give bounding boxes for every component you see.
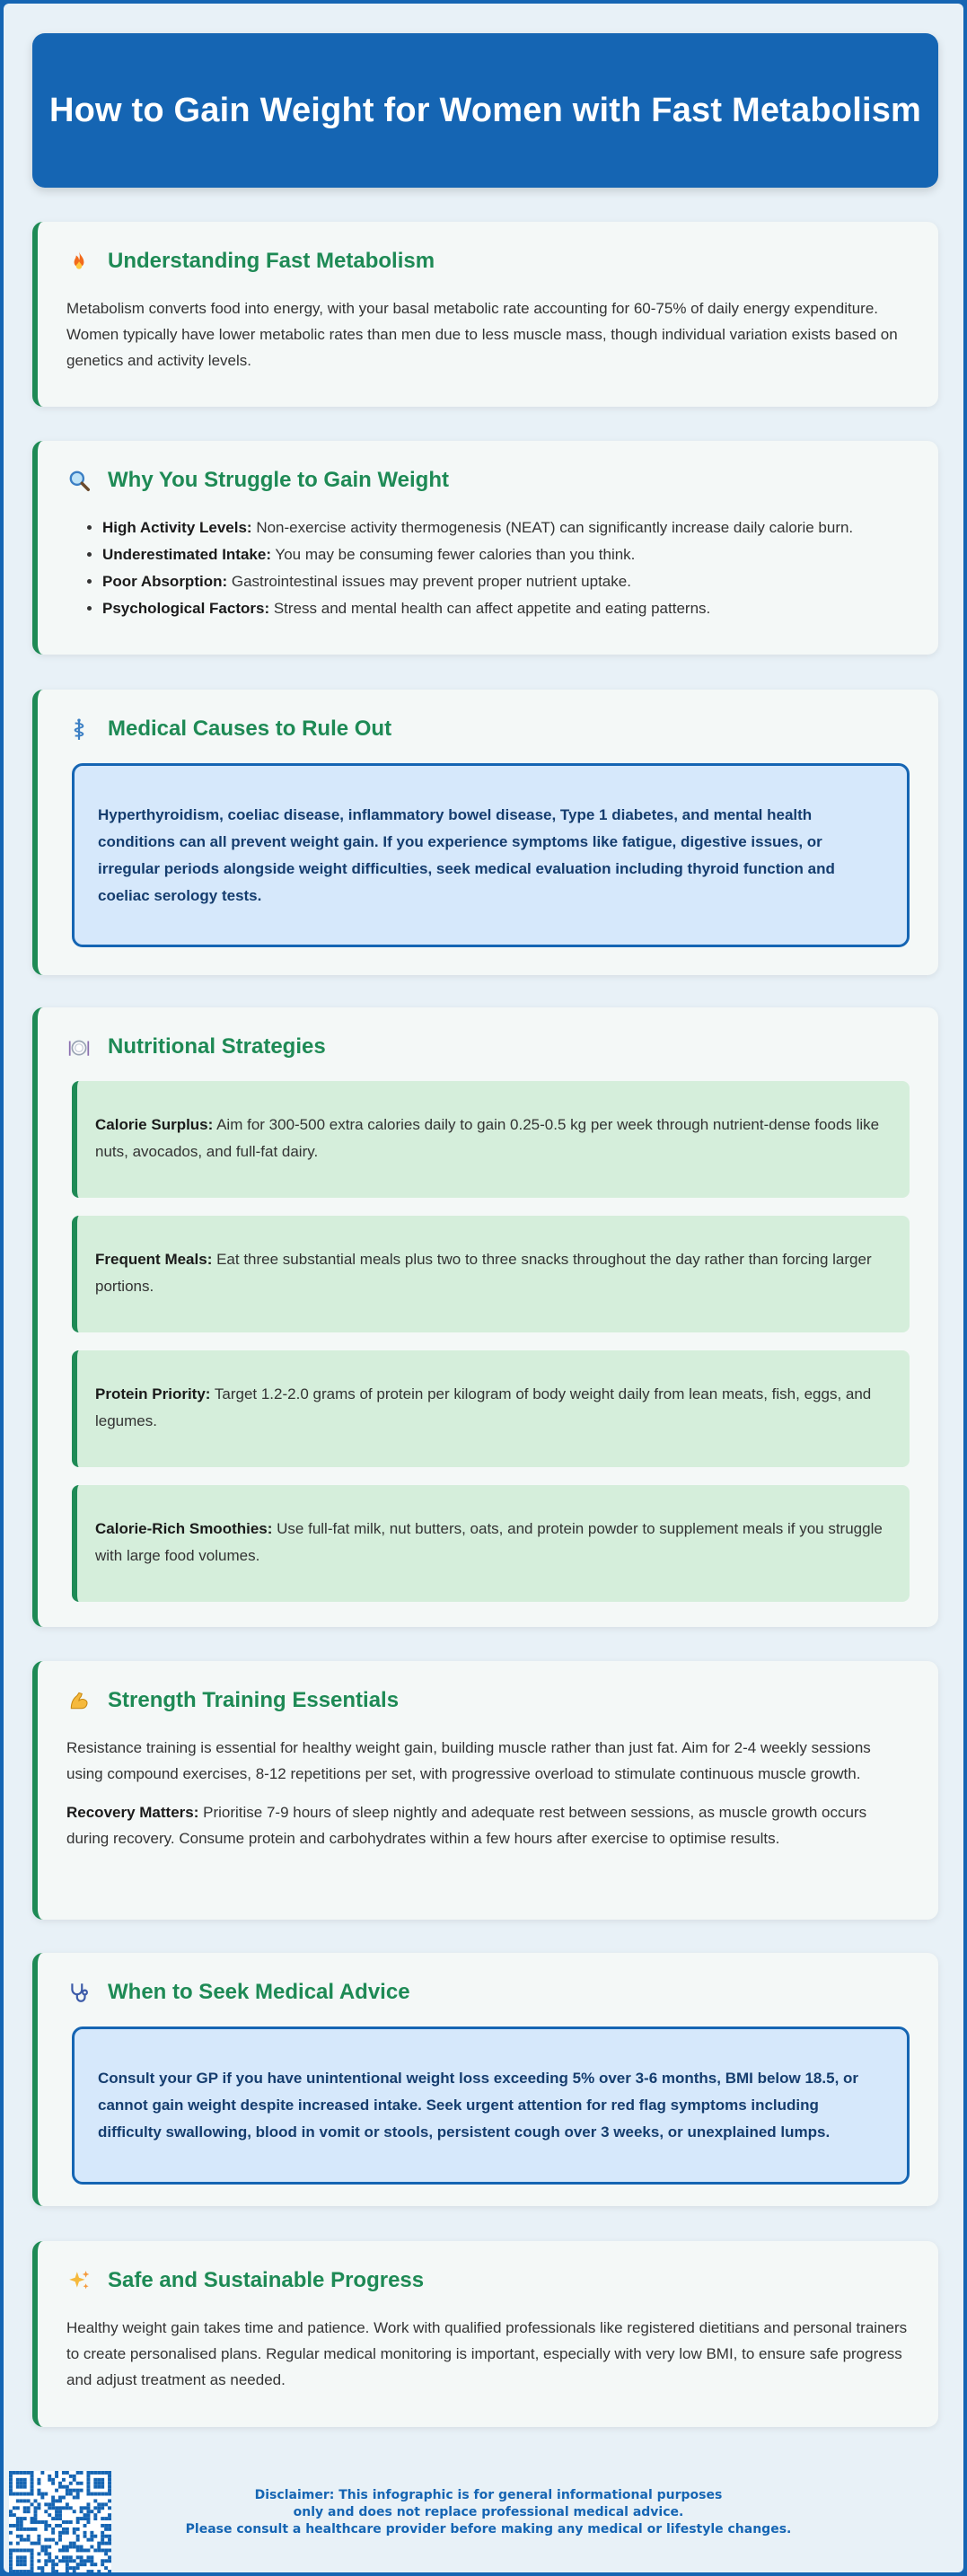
- plate-cutlery-icon: [66, 1034, 92, 1059]
- section-header: [66, 2264, 910, 2297]
- disclaimer: [138, 2487, 839, 2538]
- page-title: How to Gain Weight for Women with Fast Metabolism: [48, 91, 922, 129]
- disclaimer-line: Disclaimer: This infographic is for general informational purposes: [254, 2488, 723, 2502]
- qr-code[interactable]: [9, 2471, 111, 2572]
- section-progress: [32, 2241, 938, 2427]
- section-header: [66, 245, 910, 277]
- alert-text: Consult your GP if you have unintentional weight loss exceeding 5% over 3-6 months, BMI below 18.5, or cannot gain weight despite increased intake. Seek urgent attention for red flag symptoms including difficulty swallowing, blood in vomit or stools, persistent cough over 3 weeks, or unexplained lumps.: [98, 2070, 859, 2141]
- stethoscope-icon: [66, 1980, 92, 2005]
- section-medical-causes: [32, 690, 938, 975]
- section-title: Safe and Sustainable Progress: [108, 2268, 425, 2292]
- section-header: [66, 1031, 910, 1063]
- section-header: [66, 713, 910, 745]
- header-banner: [32, 33, 938, 188]
- section-struggle: [32, 441, 938, 655]
- footer: [4, 2466, 963, 2572]
- section-title: Why You Struggle to Gain Weight: [108, 468, 449, 492]
- advice-alert-box: [72, 2027, 910, 2185]
- strategy-card: Calorie-Rich Smoothies: Use full-fat milk, nut butters, oats, and protein powder to supplement meals if you struggle with large food volumes.: [72, 1485, 910, 1602]
- list-item: • Poor Absorption: Gastrointestinal issues may prevent proper nutrient uptake.: [102, 568, 910, 595]
- alert-text: Hyperthyroidism, coeliac disease, inflammatory bowel disease, Type 1 diabetes, and mental health conditions can all prevent weight gain. If you experience symptoms like fatigue, digestive issues, or irregular periods alongside weight difficulties, seek medical evaluation including thyroid function and coeliac serology tests.: [98, 806, 835, 904]
- section-title: Understanding Fast Metabolism: [108, 249, 435, 273]
- section-text: Resistance training is essential for healthy weight gain, building muscle rather than just fat. Aim for 2-4 weekly sessions using compound exercises, 8-12 repetitions per set, with progressive overload to stimulate continuous muscle growth.: [66, 1739, 871, 1782]
- section-nutrition: [32, 1007, 938, 1627]
- section-title: Strength Training Essentials: [108, 1688, 400, 1712]
- section-text: Healthy weight gain takes time and patience. Work with qualified professionals like registered dietitians and personal trainers to create personalised plans. Regular medical monitoring is important, especially with very low BMI, to ensure safe progress and adjust treatment as needed.: [66, 2319, 908, 2388]
- medical-alert-box: [72, 763, 910, 947]
- disclaimer-line: only and does not replace professional medical advice.: [293, 2505, 684, 2519]
- section-advice: [32, 1953, 938, 2206]
- list-item: • Psychological Factors: Stress and mental health can affect appetite and eating patterns.: [102, 595, 910, 622]
- page-frame: [4, 4, 963, 2572]
- disclaimer-line: Please consult a healthcare provider before making any medical or lifestyle changes.: [185, 2522, 792, 2536]
- section-text: Metabolism converts food into energy, with your basal metabolic rate accounting for 60-75% of daily energy expenditure. Women typically have lower metabolic rates than men due to less muscle mass, though individual variation exists based on genetics and activity levels.: [66, 300, 898, 369]
- section-title: Nutritional Strategies: [108, 1034, 326, 1059]
- list-item: • High Activity Levels: Non-exercise activity thermogenesis (NEAT) can significantly increase daily calorie burn.: [102, 514, 910, 541]
- section-title: Medical Causes to Rule Out: [108, 717, 392, 741]
- fire-icon: [66, 249, 92, 274]
- section-header: [66, 1684, 910, 1717]
- section-header: [66, 464, 910, 497]
- section-strength: [32, 1661, 938, 1920]
- list-item: • Underestimated Intake: You may be consuming fewer calories than you think.: [102, 541, 910, 568]
- section-header: [66, 1976, 910, 2009]
- section-understanding: [32, 222, 938, 407]
- flexed-biceps-icon: [66, 1688, 92, 1713]
- magnifying-glass-icon: [66, 468, 92, 493]
- reasons-list: [66, 514, 910, 622]
- recovery-text: Recovery Matters: Prioritise 7-9 hours of sleep nightly and adequate rest between sessions, as muscle growth occurs during recovery. Consume protein and carbohydrates within a few hours after exercise to optimise results.: [66, 1804, 867, 1847]
- section-title: When to Seek Medical Advice: [108, 1980, 410, 2004]
- strategy-card: Frequent Meals: Eat three substantial meals plus two to three snacks throughout the day rather than forcing larger portions.: [72, 1216, 910, 1332]
- medical-symbol-icon: [66, 717, 92, 742]
- strategy-card: Calorie Surplus: Aim for 300-500 extra calories daily to gain 0.25-0.5 kg per week through nutrient-dense foods like nuts, avocados, and full-fat dairy.: [72, 1081, 910, 1198]
- strategy-card: Protein Priority: Target 1.2-2.0 grams of protein per kilogram of body weight daily from lean meats, fish, eggs, and legumes.: [72, 1350, 910, 1467]
- sparkles-icon: [66, 2268, 92, 2293]
